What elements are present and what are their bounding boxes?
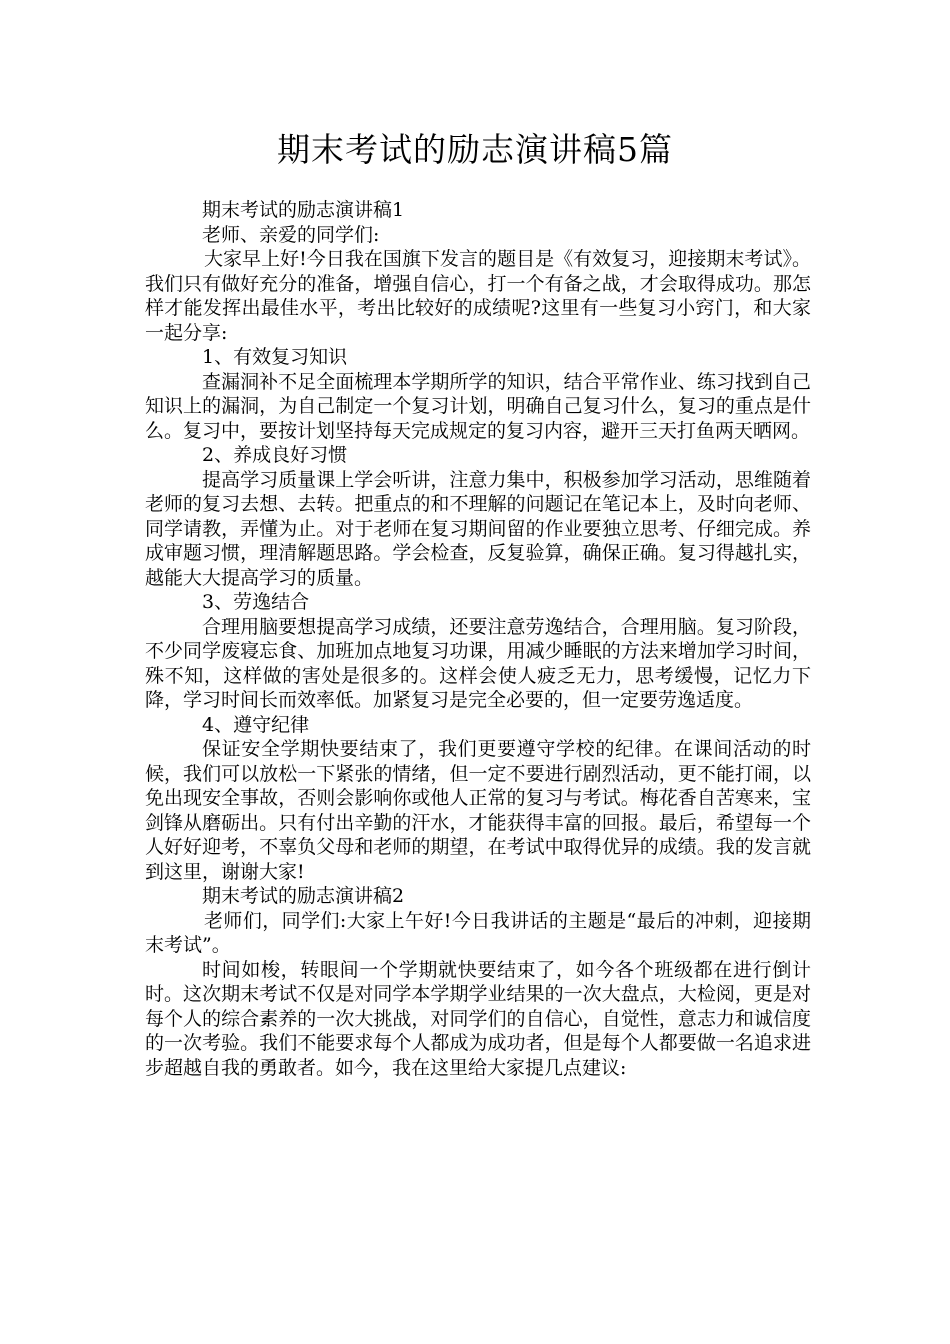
section-heading: 期末考试的励志演讲稿2 — [202, 885, 405, 907]
paragraph: 保证安全学期快要结束了，我们更要遵守学校的纪律。在课间活动的时候，我们可以放松一下紧张的情绪，但一定不要进行剧烈活动，更不能打闹，以免出现安全事故，否则会影响你或他人正常的复习与考试。梅花香自苦寒来，宝剑锋从磨砺出。只有付出辛勤的汗水，才能获得丰富的回报。最后，希望每一个人好好迎考，不辜负父母和老师的期望，在考试中取得优异的成绩。我的发言就到这里，谢谢大家! — [145, 738, 811, 883]
document-title: 期末考试的励志演讲稿5篇 — [277, 130, 673, 169]
paragraph: 老师们，同学们:大家上午好!今日我讲话的主题是“最后的冲刺，迎接期末考试”。 — [145, 909, 811, 956]
subheading: 4、遵守纪律 — [202, 713, 310, 736]
paragraph: 查漏洞补不足全面梳理本学期所学的知识，结合平常作业、练习找到自己知识上的漏洞，为自己制定一个复习计划，明确自己复习什么，复习的重点是什么。复习中，要按计划坚持每天完成规定的复习内容，避开三天打鱼两天晒网。 — [145, 370, 811, 442]
section-heading: 期末考试的励志演讲稿1 — [202, 199, 405, 221]
greeting: 老师、亲爱的同学们: — [202, 223, 380, 246]
paragraph: 合理用脑要想提高学习成绩，还要注意劳逸结合，合理用脑。复习阶段，不少同学废寝忘食、加班加点地复习功课，用减少睡眠的方法来增加学习时间，殊不知，这样做的害处是很多的。这样会使人疲乏无力，思考缓慢，记忆力下降，学习时间长而效率低。加紧复习是完全必要的，但一定要劳逸适度。 — [145, 615, 811, 711]
paragraph: 大家早上好!今日我在国旗下发言的题目是《有效复习，迎接期末考试》。我们只有做好充分的准备，增强自信心，打一个有备之战，才会取得成功。那怎样才能发挥出最佳水平，考出比较好的成绩呢?这里有一些复习小窍门，和大家一起分享: — [145, 248, 811, 344]
document-body — [145, 198, 811, 1080]
paragraph: 时间如梭，转眼间一个学期就快要结束了，如今各个班级都在进行倒计时。这次期末考试不仅是对同学本学期学业结果的一次大盘点，大检阅，更是对每个人的综合素养的一次大挑战，对同学们的自信心，自觉性，意志力和诚信度的一次考验。我们不能要求每个人都成为成功者，但是每个人都要做一名追求进步超越自我的勇敢者。如今，我在这里给大家提几点建议: — [145, 958, 811, 1079]
subheading: 1、有效复习知识 — [202, 346, 348, 368]
subheading: 3、劳逸结合 — [202, 591, 310, 613]
paragraph: 提高学习质量课上学会听讲，注意力集中，积极参加学习活动，思维随着老师的复习去想、去转。把重点的和不理解的问题记在笔记本上，及时向老师、同学请教，弄懂为止。对于老师在复习期间留的作业要独立思考、仔细完成。养成审题习惯，理清解题思路。学会检查，反复验算，确保正确。复习得越扎实，越能大大提高学习的质量。 — [145, 468, 811, 589]
subheading: 2、养成良好习惯 — [202, 444, 348, 466]
